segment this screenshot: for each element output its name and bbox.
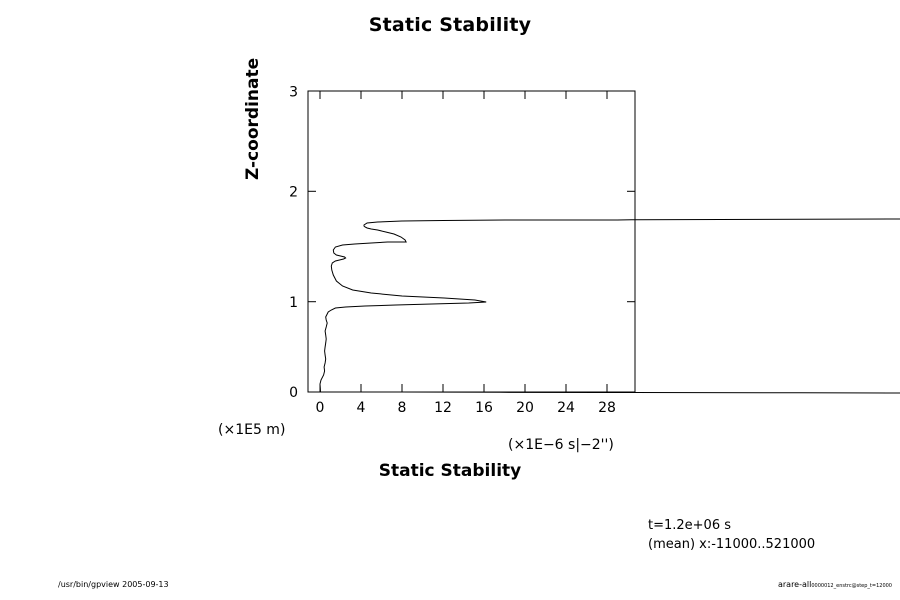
plot-frame [308,91,635,392]
svg-text:3: 3 [289,84,298,101]
svg-text:0: 0 [289,385,298,401]
svg-text:0: 0 [315,400,325,416]
page-title: Static Stability [368,14,532,36]
footer-dataset [778,580,892,589]
footer-source: /usr/bin/gpview 2005-09-13 [58,580,169,589]
svg-text:16: 16 [475,400,493,416]
annotation-mean-range: (mean) x:-11000..521000 [648,537,816,552]
svg-text:8: 8 [397,400,407,416]
svg-text:2: 2 [289,184,298,201]
data-series-line [320,219,900,392]
svg-text:24: 24 [557,400,575,416]
svg-text:4: 4 [356,400,366,416]
y-axis-ticks [308,91,635,392]
svg-text:20: 20 [516,400,534,416]
footer-dataset-detail: 0000012_enstrc@step_t=12000 [811,583,892,589]
baseline-series-line [321,392,900,393]
x-axis-label: Static Stability [378,461,522,481]
x-axis-units: (×1E−6 s|−2'') [508,437,614,453]
svg-text:1: 1 [289,295,298,311]
y-tick-labels [289,85,298,402]
x-tick-labels [316,400,616,416]
svg-text:28: 28 [598,400,616,416]
x-axis-ticks [320,91,607,392]
annotation-time: t=1.2e+06 s [648,518,732,533]
footer-dataset-main: arare-all [777,580,812,589]
y-axis-units: (×1E5 m) [218,422,286,438]
y-axis-label: Z-coordinate [243,57,263,180]
svg-text:12: 12 [434,400,452,416]
